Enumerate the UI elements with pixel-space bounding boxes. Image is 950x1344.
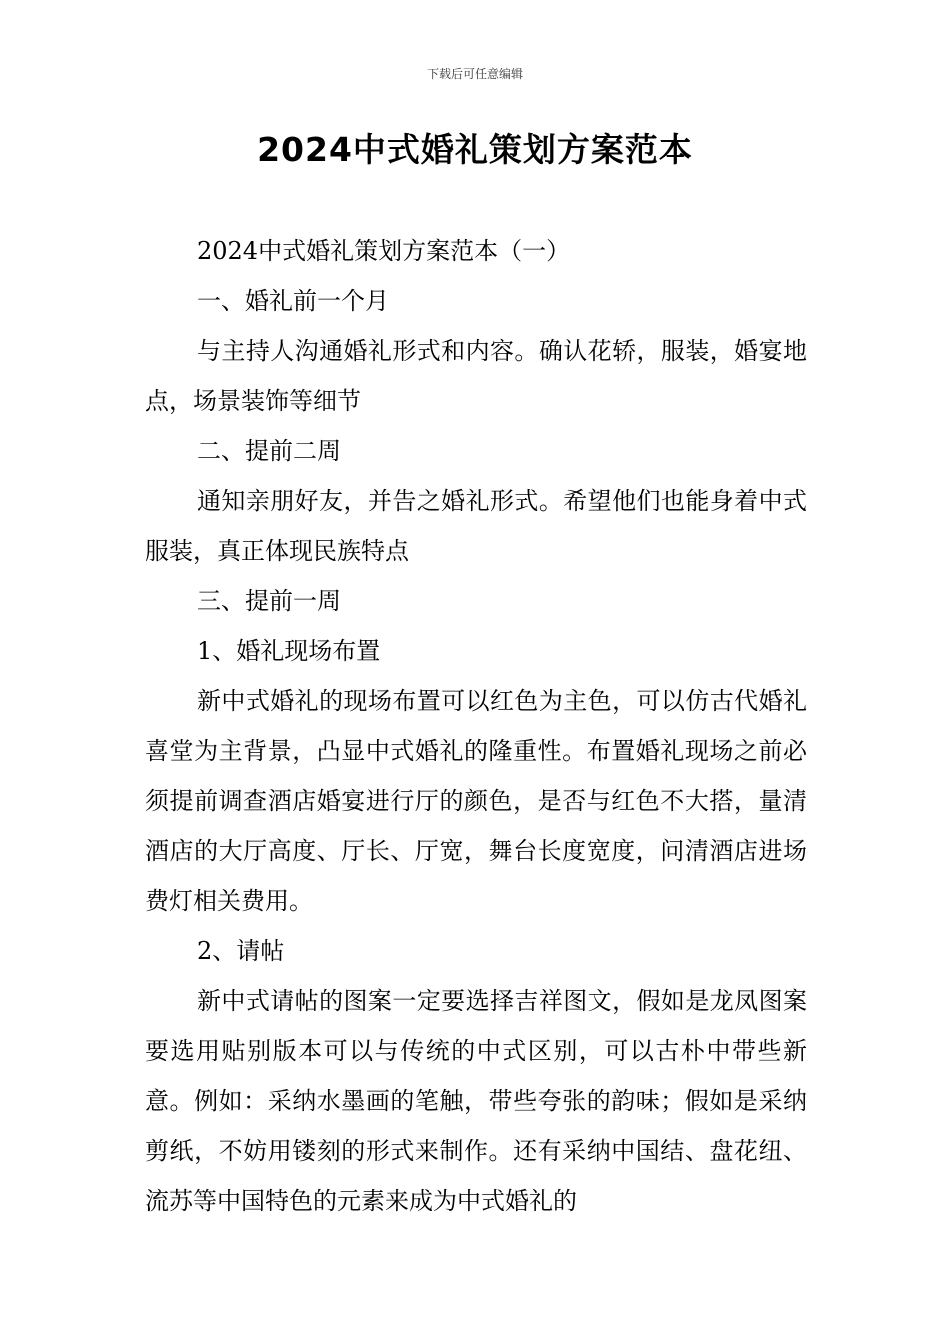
paragraph-invitation: 新中式请帖的图案一定要选择吉祥图文，假如是龙凤图案要选用贴别版本可以与传统的中式区别，可以古朴中带些新意。例如：采纳水墨画的笔触，带些夸张的韵味；假如是采纳剪纸，不妨用镂刻的形式来制作。还有采纳中国结、盘花纽、流苏等中国特色的元素来成为中式婚礼的 [145,987,807,1215]
section-heading-one-month: 一、婚礼前一个月 [197,287,389,315]
section-subtitle: 2024中式婚礼策划方案范本（一） [197,237,571,265]
paragraph-host-communication: 与主持人沟通婚礼形式和内容。确认花轿，服装，婚宴地点，场景装饰等细节 [145,337,807,415]
document-body [145,226,807,1226]
paragraph-venue-decoration: 新中式婚礼的现场布置可以红色为主色，可以仿古代婚礼喜堂为主背景，凸显中式婚礼的隆重性。布置婚礼现场之前必须提前调查酒店婚宴进行厅的颜色，是否与红色不大搭，量清酒店的大厅高度、厅长、厅宽，舞台长度宽度，问清酒店进场费灯相关费用。 [145,687,807,915]
header-note: 下载后可任意编辑 [426,67,523,81]
section-heading-two-weeks: 二、提前二周 [197,437,341,465]
paragraph-notify-guests: 通知亲朋好友，并告之婚礼形式。希望他们也能身着中式服装，真正体现民族特点 [145,487,807,565]
subheading-invitation: 2、请帖 [197,937,285,965]
document-title: 2024中式婚礼策划方案范本 [257,130,693,169]
section-heading-one-week: 三、提前一周 [197,587,341,615]
subheading-venue-decoration: 1、婚礼现场布置 [197,637,381,665]
